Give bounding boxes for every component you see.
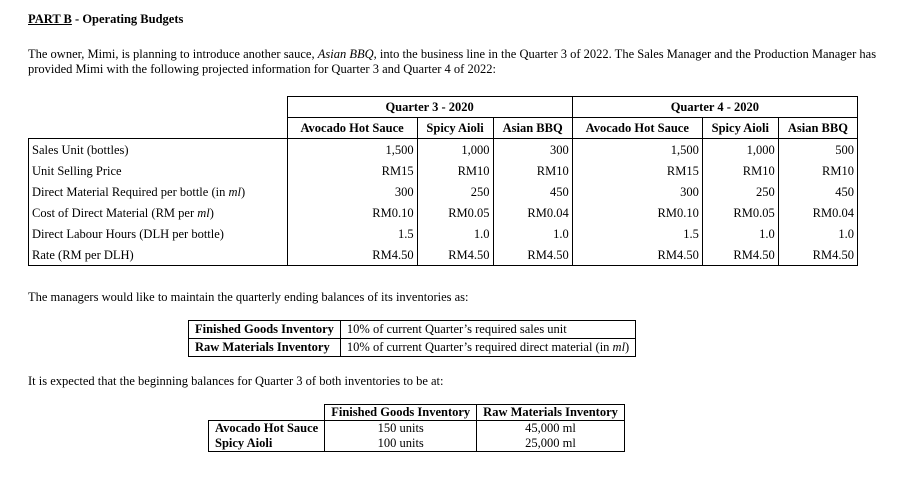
table-cell: 10% of current Quarter’s required sales unit: [340, 321, 635, 339]
row-label: Spicy Aioli: [209, 436, 325, 452]
inventory-policy-table: [188, 320, 636, 357]
section-heading: [28, 12, 183, 27]
row-label: Sales Unit (bottles): [29, 139, 288, 161]
table-cell: 450: [778, 181, 857, 202]
row-label: Finished Goods Inventory: [189, 321, 341, 339]
table-cell: 300: [287, 181, 417, 202]
table-cell: 1.0: [702, 223, 778, 244]
table-cell: 250: [417, 181, 493, 202]
row-label-unit: ml: [228, 184, 241, 199]
table-cell: 150 units: [325, 421, 477, 437]
table-cell: 1,000: [702, 139, 778, 161]
table-cell: RM0.04: [493, 202, 572, 223]
part-label: PART B: [28, 12, 72, 26]
row-label-text-end: ): [209, 205, 214, 220]
corner-cell: [29, 118, 288, 139]
table-row: [209, 421, 625, 437]
table-cell: RM0.10: [572, 202, 702, 223]
header-row: [209, 405, 625, 421]
corner-cell: [29, 97, 288, 118]
beginning-balance-intro: It is expected that the beginning balances for Quarter 3 of both inventories to be at:: [28, 374, 444, 388]
table-cell: [340, 339, 635, 357]
row-label-text: Cost of Direct Material (RM per: [32, 205, 198, 220]
table-cell: RM0.10: [287, 202, 417, 223]
projection-table: [28, 96, 858, 266]
corner-cell: [209, 405, 325, 421]
table-row: [189, 321, 636, 339]
row-label: Avocado Hot Sauce: [209, 421, 325, 437]
table-cell: 250: [702, 181, 778, 202]
table-cell: RM15: [572, 160, 702, 181]
table-cell: 25,000 ml: [477, 436, 625, 452]
intro-paragraph: [28, 47, 878, 77]
table-row: [29, 181, 858, 202]
table-cell: 1,000: [417, 139, 493, 161]
table-cell: RM4.50: [493, 244, 572, 266]
table-row: [29, 244, 858, 266]
inventory-policy-intro: The managers would like to maintain the quarterly ending balances of its inventories as:: [28, 290, 469, 304]
table-cell: RM4.50: [287, 244, 417, 266]
table-cell: RM4.50: [778, 244, 857, 266]
table-cell: 45,000 ml: [477, 421, 625, 437]
product-header: Avocado Hot Sauce: [287, 118, 417, 139]
table-cell: 1.0: [417, 223, 493, 244]
table-cell: RM10: [493, 160, 572, 181]
row-label: Unit Selling Price: [29, 160, 288, 181]
table-row: [29, 160, 858, 181]
table-cell: 300: [493, 139, 572, 161]
product-header: Asian BBQ: [493, 118, 572, 139]
quarter-3-header: Quarter 3 - 2020: [287, 97, 572, 118]
product-header: Spicy Aioli: [702, 118, 778, 139]
table-row: [29, 223, 858, 244]
table-cell: RM15: [287, 160, 417, 181]
cell-text: 10% of current Quarter’s required direct material (in: [346, 340, 613, 354]
table-cell: RM4.50: [417, 244, 493, 266]
row-label: [29, 181, 288, 202]
row-label: Raw Materials Inventory: [189, 339, 341, 357]
product-header: Avocado Hot Sauce: [572, 118, 702, 139]
column-header: Finished Goods Inventory: [325, 405, 477, 421]
intro-text: The owner, Mimi, is planning to introduce another sauce,: [28, 47, 318, 61]
table-cell: 1.0: [493, 223, 572, 244]
quarter-header-row: [29, 97, 858, 118]
section-title: - Operating Budgets: [71, 12, 184, 26]
table-row: [29, 139, 858, 161]
table-cell: RM0.04: [778, 202, 857, 223]
product-header: Asian BBQ: [778, 118, 857, 139]
table-cell: RM4.50: [702, 244, 778, 266]
row-label-text-end: ): [240, 184, 246, 199]
intro-text-end: , into the business line in the Quarter 3 of 2022. The Sales Manager and the Production Manager has provided Mimi with the following projected information for Quarter 3 and Quarter 4 of 2022:: [28, 47, 877, 76]
product-header: Spicy Aioli: [417, 118, 493, 139]
table-cell: 1.5: [572, 223, 702, 244]
table-cell: RM10: [417, 160, 493, 181]
row-label: Rate (RM per DLH): [29, 244, 288, 266]
row-label: [29, 202, 288, 223]
table-cell: 300: [572, 181, 702, 202]
table-row: [209, 436, 625, 452]
table-cell: 450: [493, 181, 572, 202]
table-row: [189, 339, 636, 357]
product-header-row: [29, 118, 858, 139]
table-cell: 1,500: [287, 139, 417, 161]
column-header: Raw Materials Inventory: [477, 405, 625, 421]
table-cell: 1,500: [572, 139, 702, 161]
beginning-balance-table: [208, 404, 625, 452]
table-cell: RM0.05: [417, 202, 493, 223]
row-label-text: Direct Material Required per bottle (in: [32, 184, 229, 199]
cell-unit: ml: [612, 340, 626, 354]
table-cell: 100 units: [325, 436, 477, 452]
table-row: [29, 202, 858, 223]
intro-product-name: Asian BBQ: [317, 47, 374, 61]
table-cell: 500: [778, 139, 857, 161]
table-cell: RM10: [702, 160, 778, 181]
table-cell: 1.5: [287, 223, 417, 244]
table-cell: RM0.05: [702, 202, 778, 223]
row-label: Direct Labour Hours (DLH per bottle): [29, 223, 288, 244]
cell-text-end: ): [625, 340, 630, 354]
row-label-unit: ml: [197, 205, 210, 220]
quarter-4-header: Quarter 4 - 2020: [572, 97, 857, 118]
table-cell: RM4.50: [572, 244, 702, 266]
table-cell: 1.0: [778, 223, 857, 244]
table-cell: RM10: [778, 160, 857, 181]
